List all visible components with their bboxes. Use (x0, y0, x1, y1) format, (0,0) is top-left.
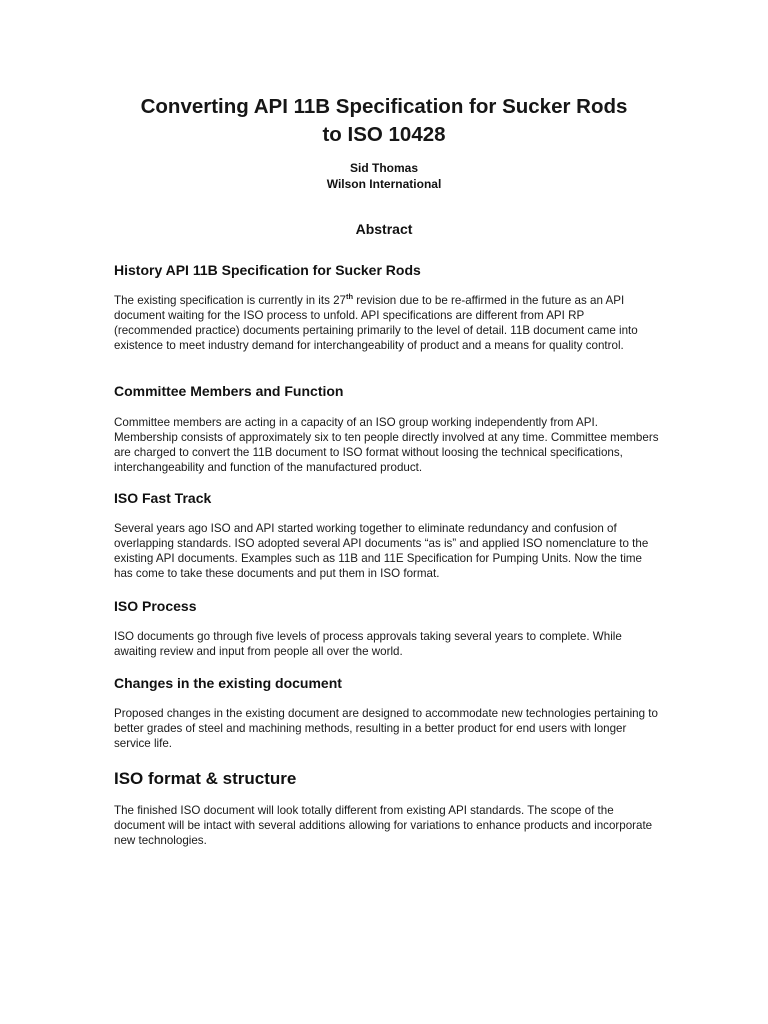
section-heading-committee: Committee Members and Function (114, 383, 344, 399)
section-text-history (114, 293, 660, 353)
section-heading-fast-track: ISO Fast Track (114, 490, 212, 506)
title-line-2: to ISO 10428 (322, 123, 446, 146)
section-text-changes: Proposed changes in the existing document are designed to accommodate new technologies pertaining to better grades of steel and machining methods, resulting in a better product for end users with longer service life. (114, 707, 658, 750)
abstract-heading: Abstract (355, 221, 413, 237)
history-text-start: The existing specification is currently in its 27 (114, 294, 346, 307)
section-text-process: ISO documents go through five levels of process approvals taking several years to complete. While awaiting review and input from people all over the world. (114, 630, 622, 658)
section-text-fast-track: Several years ago ISO and API started working together to eliminate redundancy and confusion of overlapping standards. ISO adopted several API documents “as is” and applied ISO nomenclature to the existing API documents. Examples such as 11B and 11E Specification for Pumping Units. Now the time has come to take these documents and put them in ISO format. (114, 522, 649, 580)
section-text-committee: Committee members are acting in a capacity of an ISO group working independently from API. Membership consists of approximately six to ten people directly involved at any time. Committee members are charged to convert the 11B document to ISO format without loosing the technical specifications, interchangeability and function of the manufactured product. (114, 416, 659, 474)
section-heading-history: History API 11B Specification for Sucker Rods (114, 262, 421, 278)
author-affiliation: Wilson International (326, 177, 442, 191)
section-heading-process: ISO Process (114, 598, 197, 614)
document-title (0, 93, 768, 149)
section-heading-changes: Changes in the existing document (114, 675, 342, 691)
section-text-format: The finished ISO document will look totally different from existing API standards. The scope of the document will be intact with several additions allowing for variations to enhance products and incorporate new technologies. (114, 804, 653, 847)
author-name: Sid Thomas (349, 161, 418, 175)
ordinal-superscript: th (345, 292, 354, 301)
history-text-rest: revision due to be re-affirmed in the future as an API document waiting for the ISO process to unfold. API specifications are different from API RP (recommended practice) documents pertaining primarily to the level of detail. 11B document came into existence to meet industry demand for interchangeability of product and a means for quality control. (114, 294, 638, 352)
title-line-1: Converting API 11B Specification for Sucker Rods (140, 95, 628, 118)
section-heading-format: ISO format & structure (114, 769, 297, 788)
